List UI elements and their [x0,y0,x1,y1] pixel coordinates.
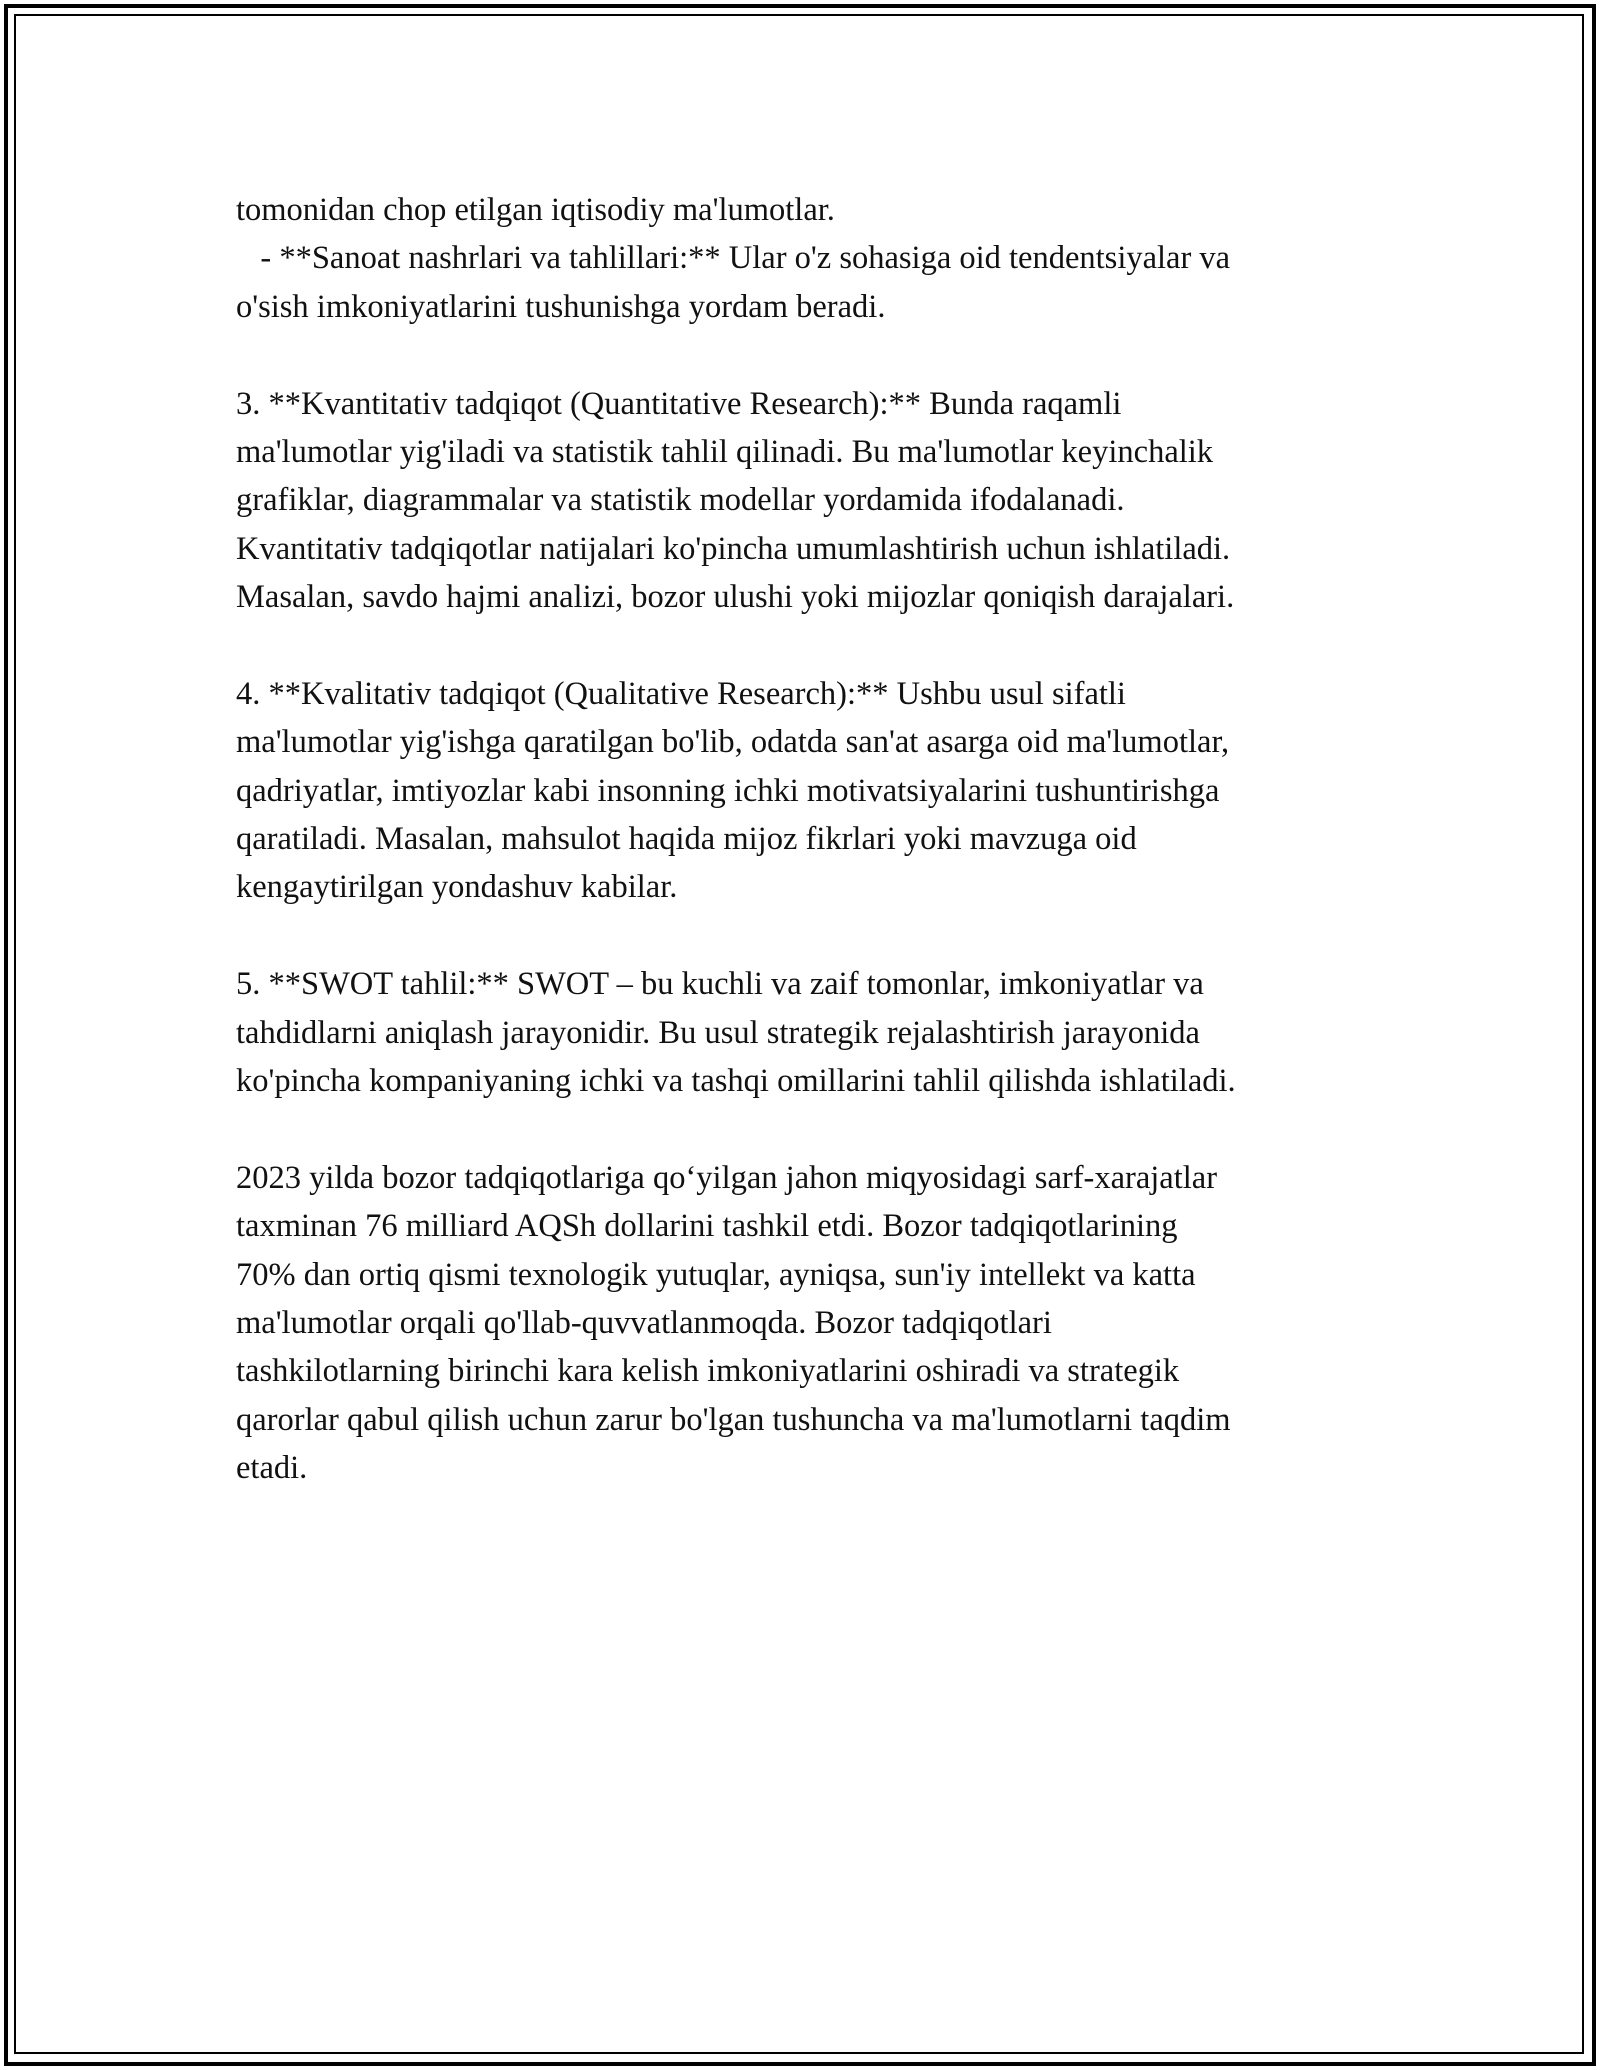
paragraph-gap [236,331,1376,379]
paragraph-quantitative [236,380,1376,622]
text-line: tomonidan chop etilgan iqtisodiy ma'lumotlar. [236,192,835,228]
paragraph-gap [236,1105,1376,1153]
text-line: qarorlar qabul qilish uchun zarur bo'lgan tushuncha va ma'lumotlarni taqdim [236,1401,1231,1438]
document-body [236,186,1376,1493]
text-line: etadi. [236,1450,308,1487]
text-line: tashkilotlarning birinchi kara kelish imkoniyatlarini oshiradi va strategik [236,1353,1180,1390]
text-line: 5. **SWOT tahlil:** SWOT – bu kuchli va zaif tomonlar, imkoniyatlar va [236,966,1204,1003]
text-line: Kvantitativ tadqiqotlar natijalari ko'pincha umumlashtirish uchun ishlatiladi. [236,530,1231,567]
text-line: ma'lumotlar yig'iladi va statistik tahlil qilinadi. Bu ma'lumotlar keyinchalik [236,433,1214,470]
paragraph-qualitative [236,670,1376,912]
text-line: 4. **Kvalitativ tadqiqot (Qualitative Research):** Ushbu usul sifatli [236,675,1126,712]
paragraph-gap [236,912,1376,960]
text-line: tahdidlarni aniqlash jarayonidir. Bu usul strategik rejalashtirish jarayonida [236,1014,1200,1051]
paragraph-swot [236,960,1376,1105]
paragraph-intro-continued [236,186,1376,331]
text-line: ma'lumotlar yig'ishga qaratilgan bo'lib, odatda san'at asarga oid ma'lumotlar, [236,724,1230,761]
text-line: qadriyatlar, imtiyozlar kabi insonning ichki motivatsiyalarini tushuntirishga [236,772,1220,809]
text-line: 70% dan ortiq qismi texnologik yutuqlar, ayniqsa, sun'iy intellekt va katta [236,1256,1196,1293]
text-line: qaratiladi. Masalan, mahsulot haqida mijoz fikrlari yoki mavzuga oid [236,821,1137,858]
text-line: o'sish imkoniyatlarini tushunishga yordam beradi. [236,288,886,325]
text-line: grafiklar, diagrammalar va statistik modellar yordamida ifodalanadi. [236,482,1125,519]
text-line: - **Sanoat nashrlari va tahlillari:** Ular o'z sohasiga oid tendentsiyalar va [236,240,1231,277]
text-line: 3. **Kvantitativ tadqiqot (Quantitative Research):** Bunda raqamli [236,385,1122,422]
text-line: taxminan 76 milliard AQSh dollarini tashkil etdi. Bozor tadqiqotlarining [236,1208,1178,1245]
paragraph-gap [236,622,1376,670]
paragraph-2023-spending [236,1154,1376,1493]
text-line: Masalan, savdo hajmi analizi, bozor ulushi yoki mijozlar qoniqish darajalari. [236,579,1235,616]
text-line: ma'lumotlar orqali qo'llab-quvvatlanmoqda. Bozor tadqiqotlari [236,1304,1052,1341]
text-line: 2023 yilda bozor tadqiqotlariga qo‘yilgan jahon miqyosidagi sarf-xarajatlar [236,1159,1218,1196]
text-line: ko'pincha kompaniyaning ichki va tashqi omillarini tahlil qilishda ishlatiladi. [236,1063,1236,1100]
text-line: kengaytirilgan yondashuv kabilar. [236,869,678,906]
